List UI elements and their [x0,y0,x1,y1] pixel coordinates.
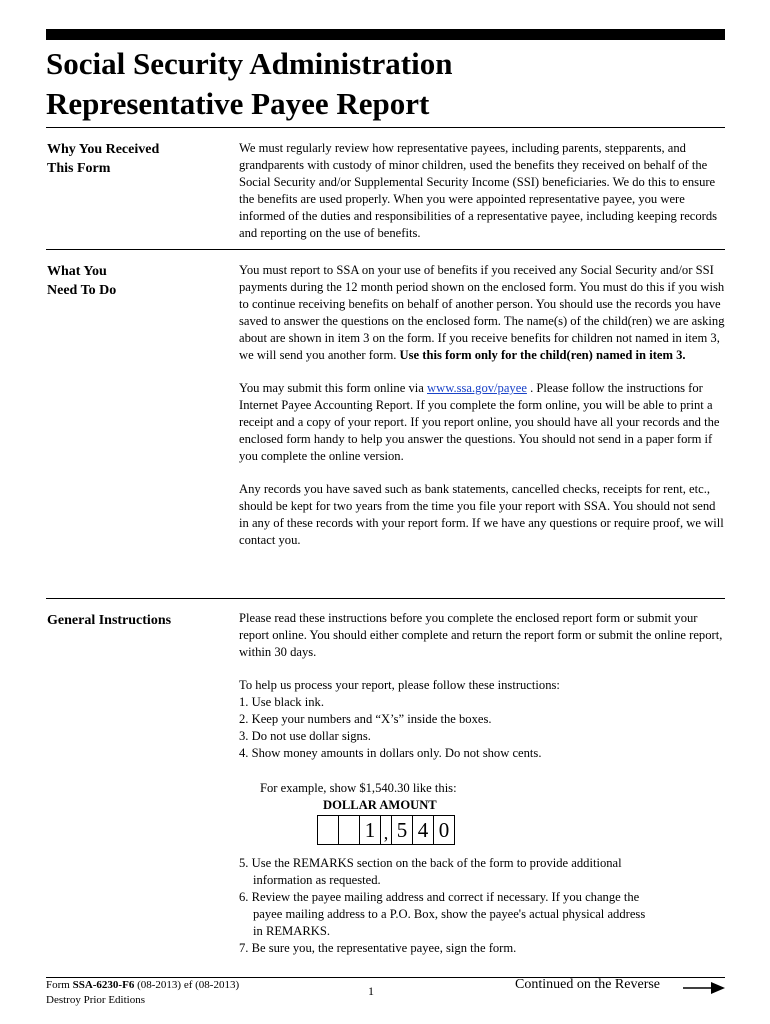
why-text: We must regularly review how representative payees, including parents, stepparents, and grandparents with custody of minor children, used the benefits they received on behalf of the Social Security and/or Supplemental Security Income (SSI) beneficiaries. We do this to ensure the benefits are used properly. When you were appointed representative payee, you were informed of the duties and responsibilities of a representative payee, including keeping records and reporting on the use of benefits. [239,141,718,240]
ssa-payee-link[interactable]: www.ssa.gov/payee [427,381,527,395]
form-identifier: Form SSA-6230-F6 (08-2013) ef (08-2013) Destroy Prior Editions [46,979,240,1006]
page-title [46,44,452,124]
dollar-amount-boxes [317,815,455,845]
digit-box: 5 [391,815,412,845]
section-divider [46,249,725,250]
thousands-separator: , [381,815,391,845]
arrow-right-icon [683,981,725,995]
what-paragraph-3: Any records you have saved such as bank statements, cancelled checks, receipts for rent, etc., should be kept for two years from the time you file your report with SSA. You should not send in any of these records with your report form. If we have any questions or require proof, we will contact you. [239,482,724,547]
list-item: 5. Use the REMARKS section on the back of the form to provide additional information as requested. [239,856,622,887]
list-item: 1. Use black ink. [239,695,324,709]
digit-box [338,815,359,845]
page-number: 1 [368,984,374,998]
general-text [239,610,725,762]
general-paragraph-1: Please read these instructions before you complete the enclosed report form or submit your report online. You should either complete and return the report form or submit the online report, within 30 days. [239,611,723,659]
digit-box: 4 [412,815,433,845]
why-label: Why You Received This Form [47,142,160,176]
list-item: 2. Keep your numbers and “X’s” inside the boxes. [239,712,492,726]
title-line-1: Social Security Administration [46,46,453,81]
instructions-list: To help us process your report, please follow these instructions: 1. Use black ink. 2. Keep your numbers and “X’s” inside the boxes. 3. Do not use dollar signs. 4. Show money amounts in dollars only. Do not show cents. [239,677,725,762]
list-item: 7. Be sure you, the representative payee, sign the form. [239,941,517,955]
dollar-amount-label: DOLLAR AMOUNT [323,798,437,812]
header-bar [46,29,725,40]
what-paragraph-1: You must report to SSA on your use of benefits if you received any Social Security and/or SSI payments during the 12 month period shown on the enclosed form. You must do this if you wish to continue receiving benefits on behalf of another person. You should use the records you have saved to answer the questions on the enclosed form. The name(s) of the child(ren) we are asking about are shown in item 3 on the form. If you receive benefits for children not named in item 3, we will send you another form. Use this form only for the child(ren) named in item 3. [239,263,725,362]
what-bold-note: Use this form only for the child(ren) named in item 3. [399,348,686,362]
continued-note: Continued on the Reverse [515,977,661,992]
section-divider [46,598,725,599]
what-paragraph-2: You may submit this form online via www.ssa.gov/payee . Please follow the instructions for Internet Payee Accounting Report. If you complete the form online, you will be able to print a receipt and a copy of your report. If you report online, you should have all your records and the enclosed form handy to help you answer the questions. You should not send in a paper form if you complete the online version. [239,381,720,463]
digit-box: 0 [433,815,455,845]
instructions-list-continued [239,855,725,957]
list-item: 3. Do not use dollar signs. [239,729,371,743]
destroy-note: Destroy Prior Editions [46,994,145,1006]
general-label: General Instructions [47,613,172,628]
section-divider [46,127,725,128]
list-item: 4. Show money amounts in dollars only. Do not show cents. [239,746,542,760]
title-line-2: Representative Payee Report [46,86,430,121]
digit-box: 1 [359,815,381,845]
list-item: 6. Review the payee mailing address and correct if necessary. If you change the payee mailing address to a P.O. Box, show the payee's actual physical address in REMARKS. [239,890,646,938]
what-text [239,262,725,549]
digit-box [317,815,338,845]
what-label: What You Need To Do [47,264,117,298]
example-text: For example, show $1,540.30 like this: [260,781,457,795]
